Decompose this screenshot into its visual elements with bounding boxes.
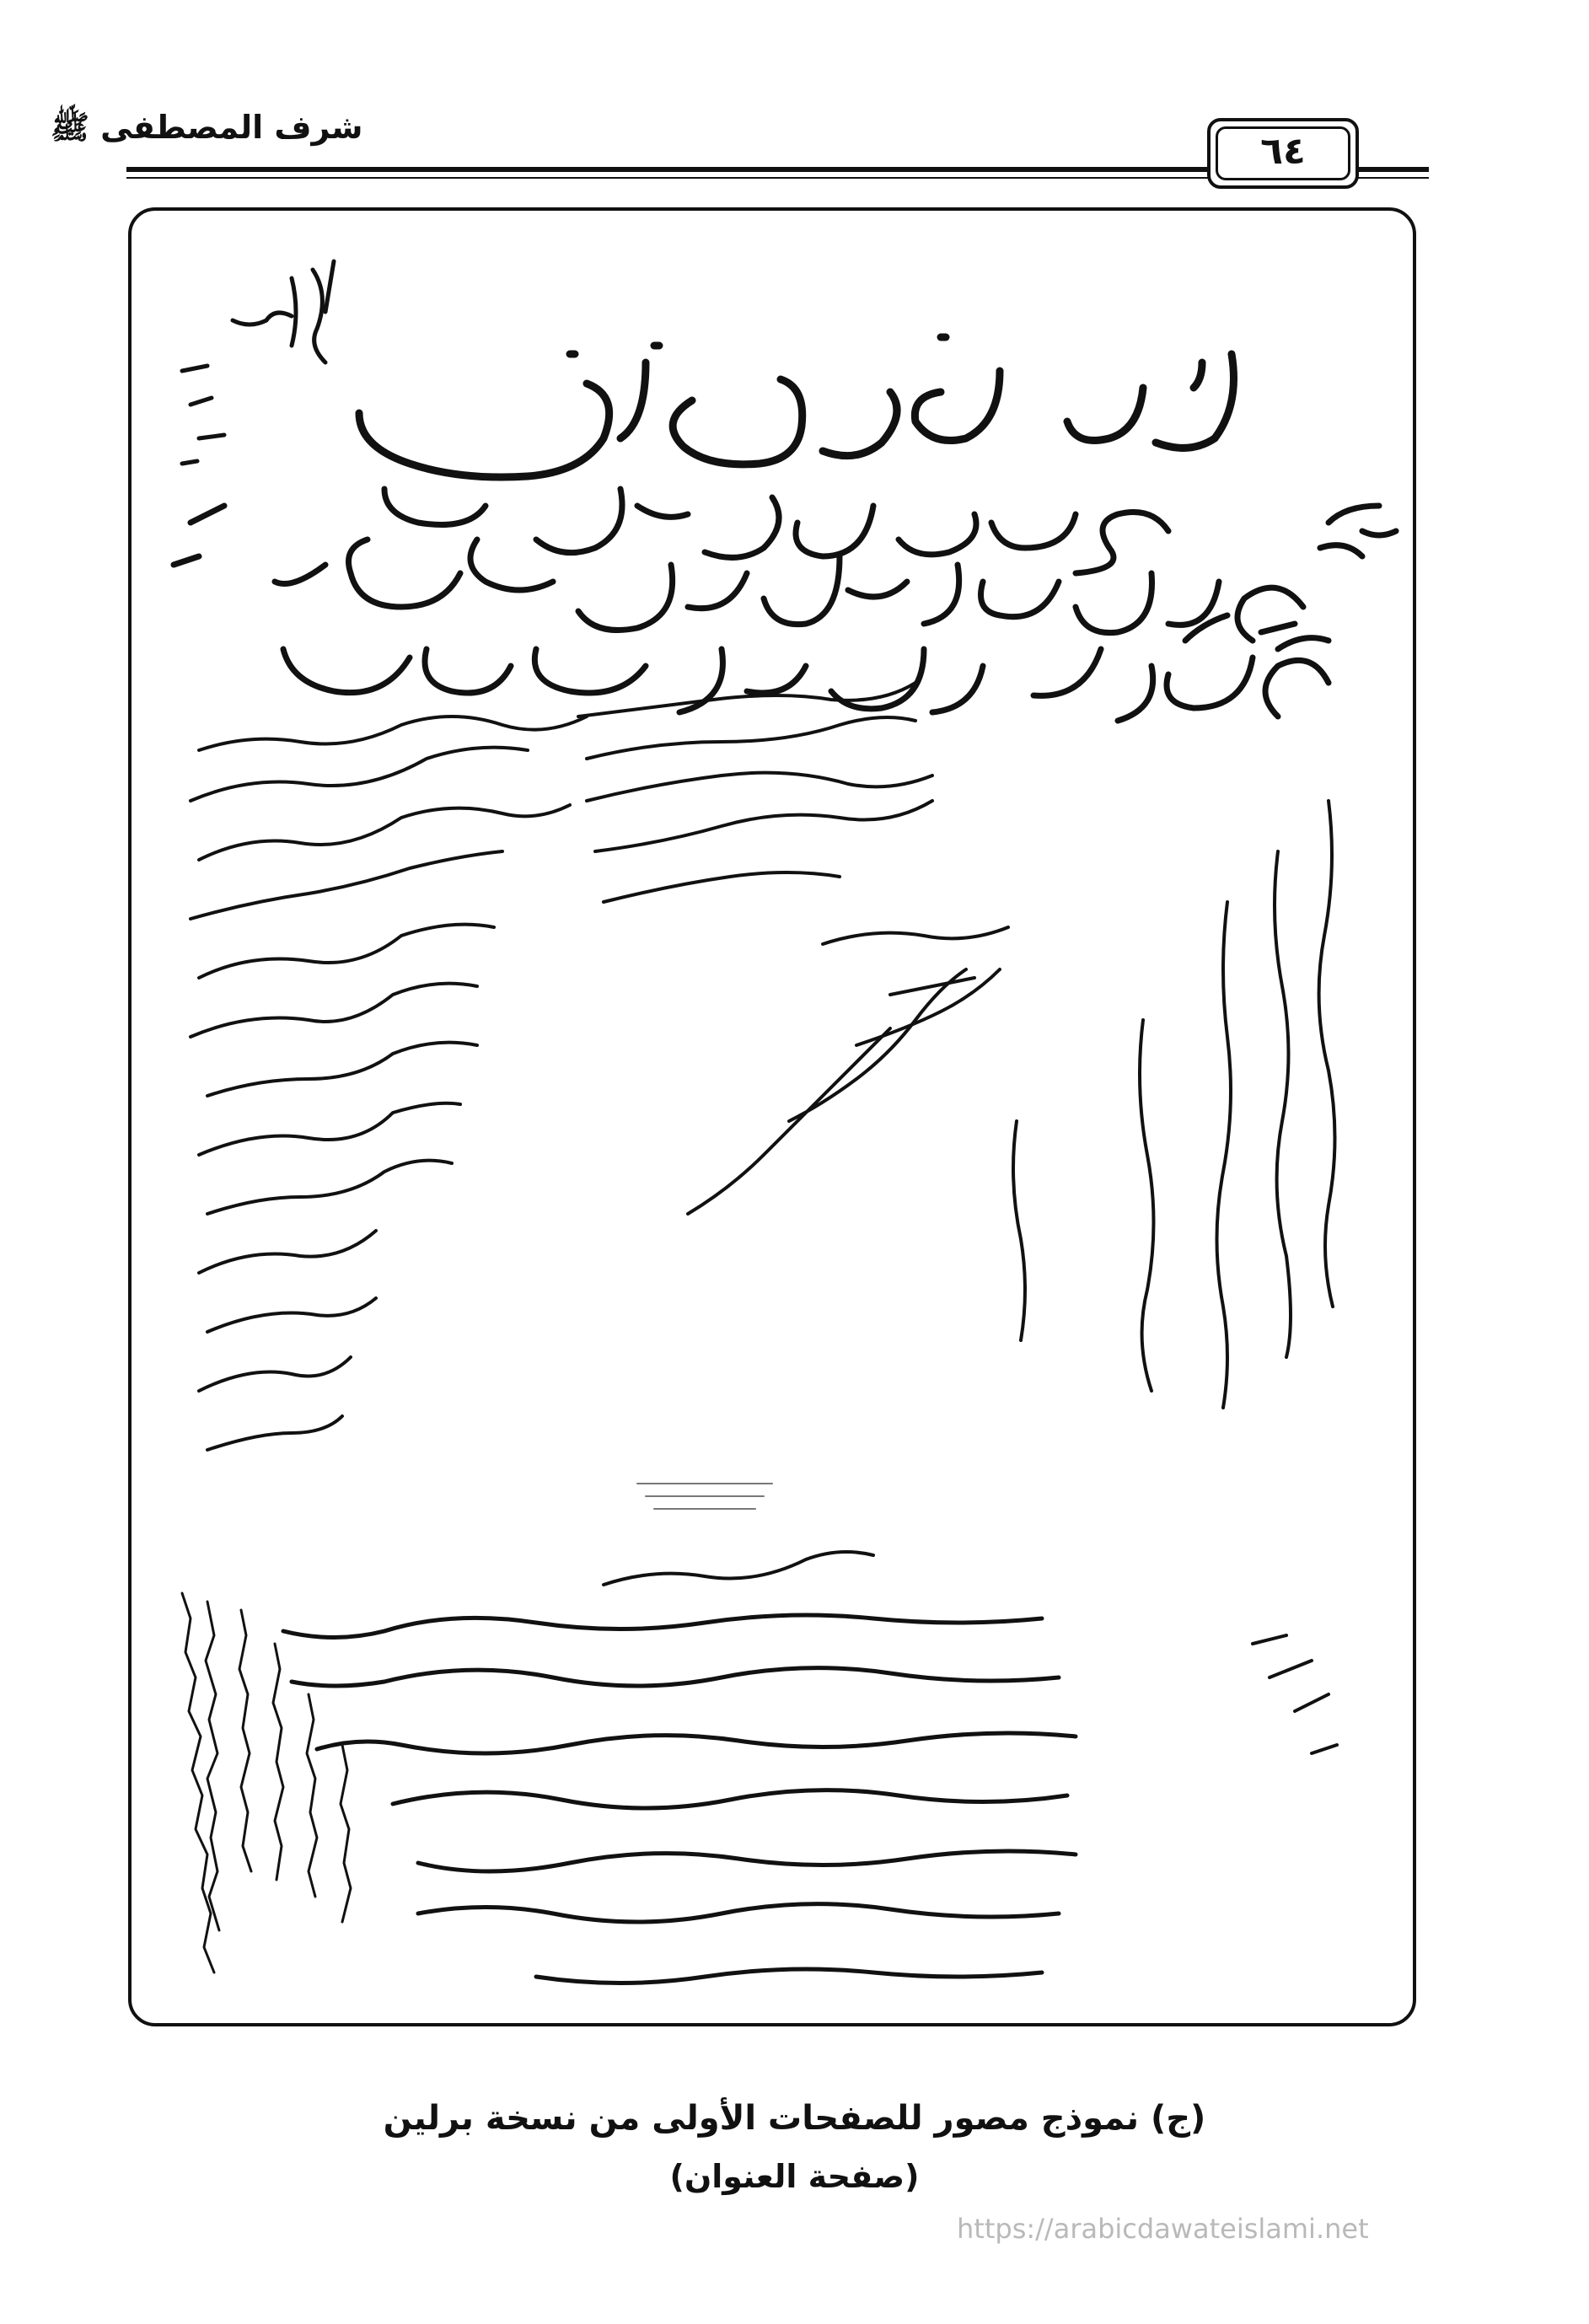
manuscript-title-line xyxy=(359,337,1234,477)
manuscript-vertical-margin-notes xyxy=(1013,801,1335,1408)
manuscript-body-left-block xyxy=(191,717,587,1450)
manuscript-center-note xyxy=(604,1552,873,1585)
manuscript-author-line-2 xyxy=(283,615,1329,721)
source-watermark: https://arabicdawateislami.net xyxy=(957,2213,1369,2245)
manuscript-lower-right-notes xyxy=(1253,1635,1337,1753)
manuscript-stamp-mark xyxy=(637,1484,772,1509)
manuscript-image-frame xyxy=(128,207,1416,2026)
page-number-box xyxy=(1207,118,1359,189)
running-header-title: شرف المصطفى ﷺ xyxy=(51,109,363,146)
manuscript-handwriting-image xyxy=(132,211,1416,2026)
figure-caption-line-2: (صفحة العنوان) xyxy=(669,2158,920,2195)
manuscript-body-right-block xyxy=(578,683,1008,1214)
figure-caption-line-1: (ج) نموذج مصور للصفحات الأولى من نسخة برلين xyxy=(383,2099,1206,2138)
marginal-note-top-left xyxy=(182,261,334,464)
manuscript-ink-smudge xyxy=(182,1593,351,1972)
manuscript-blessing-line xyxy=(384,489,1168,573)
manuscript-lower-paragraph xyxy=(283,1615,1076,1983)
page-number: ٦٤ xyxy=(1260,130,1306,173)
